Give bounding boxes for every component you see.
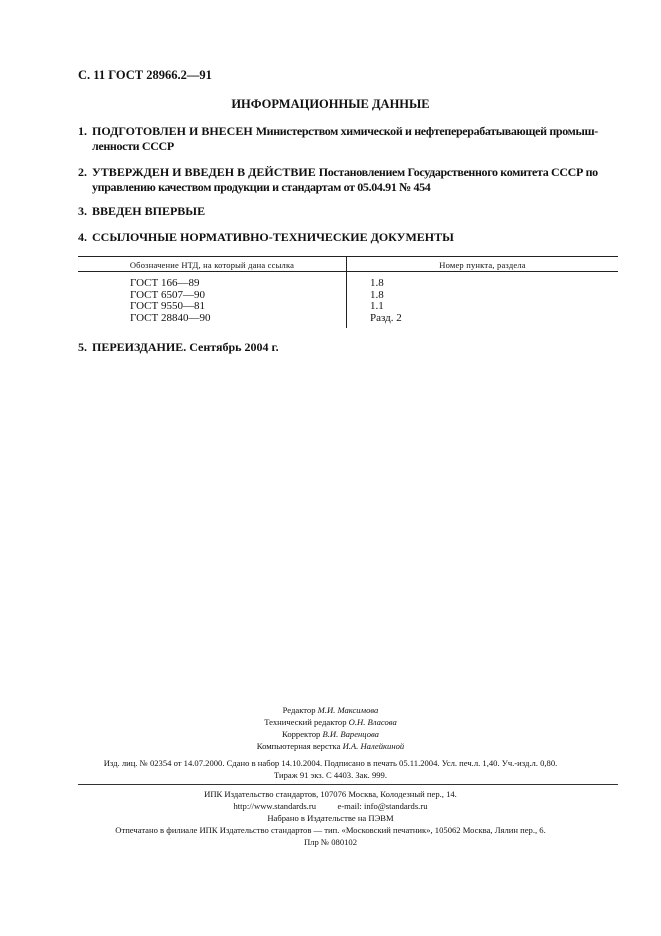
item-continuation: ленности СССР (92, 139, 174, 153)
item-number: 5. (78, 340, 87, 354)
item-number: 2. (78, 165, 87, 179)
cell-clause: 1.8 (370, 277, 384, 289)
item-text: Постановлением Государственного комитета СССР по (318, 165, 598, 179)
imprint-divider (78, 784, 618, 785)
cell-clause: 1.8 (370, 288, 384, 301)
printed-at-line: Отпечатано в филиале ИПК Издательство стандартов — тип. «Московский печатник», 105062 Москва, Лялин пер., 6. (115, 825, 546, 835)
table-header-clause: Номер пункта, раздела (439, 260, 526, 270)
table-top-rule (78, 256, 618, 257)
cell-document: ГОСТ 6507—90 (130, 288, 205, 301)
item-text: Министерством химической и нефтеперерабатывающей промыш- (255, 124, 598, 138)
item-caps: ПОДГОТОВЛЕН И ВНЕСЕН (92, 124, 253, 138)
info-item-1 (78, 124, 618, 154)
publisher-contacts (0, 800, 661, 812)
credit-tech-editor: Технический редактор О.Н. Власова (264, 717, 397, 727)
table-row (78, 278, 618, 290)
item-text: ВВЕДЕН ВПЕРВЫЕ (92, 204, 206, 218)
item-number: 1. (78, 124, 87, 138)
cell-document: ГОСТ 9550—81 (130, 300, 205, 312)
publisher-address: ИПК Издательство стандартов, 107076 Москва, Колодезный пер., 14. (204, 789, 457, 799)
table-row (78, 301, 618, 313)
table-row (78, 313, 618, 325)
info-item-5 (78, 340, 618, 355)
item-text: ПЕРЕИЗДАНИЕ. Сентябрь 2004 г. (92, 340, 279, 354)
item-caps: УТВЕРЖДЕН И ВВЕДЕН В ДЕЙСТВИЕ (92, 165, 316, 179)
info-item-3 (78, 204, 618, 219)
staff-credits (0, 704, 661, 752)
publisher-email: e-mail: info@standards.ru (337, 801, 428, 811)
typeset-line: Набрано в Издательстве на ПЭВМ (267, 813, 394, 823)
credit-layout: Компьютерная верстка И.А. Налейкиной (256, 741, 405, 751)
table-header-document: Обозначение НТД, на который дана ссылка (129, 260, 295, 270)
print-details-line: Изд. лиц. № 02354 от 14.07.2000. Сдано в набор 14.10.2004. Подписано в печать 05.11.2004. Усл. печ.л. 1,40. Уч.-изд.л. 0,80. (103, 758, 558, 768)
license-line: Плр № 080102 (303, 837, 358, 847)
cell-document: ГОСТ 28840—90 (130, 311, 211, 324)
item-continuation: управлению качеством продукции и стандартам от 05.04.91 № 454 (92, 180, 431, 194)
table-header-rule (78, 271, 618, 272)
cell-clause: Разд. 2 (370, 311, 402, 324)
item-text: ССЫЛОЧНЫЕ НОРМАТИВНО-ТЕХНИЧЕСКИЕ ДОКУМЕНТЫ (92, 230, 454, 244)
page-header: С. 11 ГОСТ 28966.2—91 (78, 68, 212, 82)
section-title: ИНФОРМАЦИОННЫЕ ДАННЫЕ (231, 97, 430, 111)
credit-proofreader: Корректор В.И. Варенцова (282, 729, 379, 739)
item-number: 3. (78, 204, 87, 218)
info-item-4 (78, 230, 618, 245)
publisher-website: http://www.standards.ru (233, 801, 316, 811)
info-item-2 (78, 165, 618, 195)
cell-clause: 1.1 (370, 300, 384, 312)
publisher-info (0, 788, 661, 848)
print-run-line: Тираж 91 экз. С 4403. Зак. 999. (273, 770, 387, 780)
table-body (78, 278, 618, 324)
credit-editor: Редактор М.И. Максимова (282, 705, 379, 715)
cell-document: ГОСТ 166—89 (130, 277, 200, 289)
item-number: 4. (78, 230, 87, 244)
print-details (0, 757, 661, 781)
